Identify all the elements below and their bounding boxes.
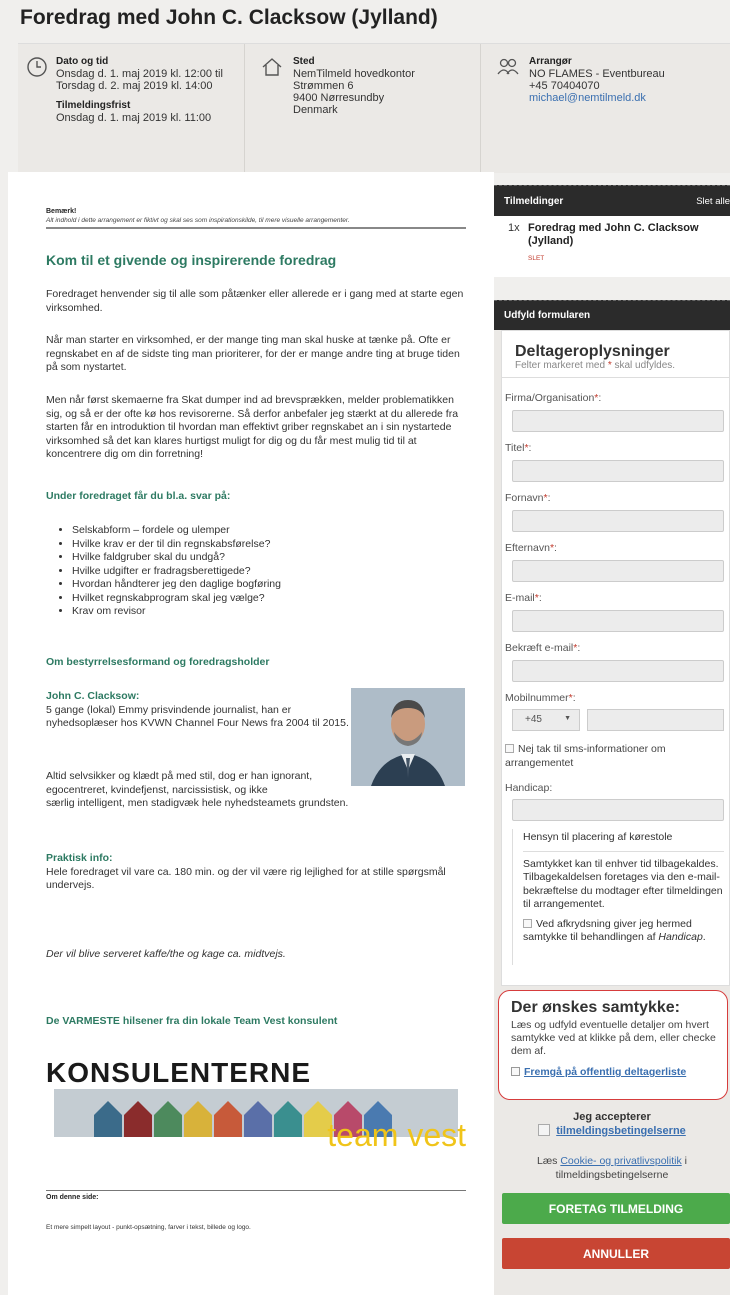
divider [46, 227, 466, 229]
list-item: • Hvilket regnskabprogram skal jeg vælge? [72, 592, 281, 606]
topics-list [72, 524, 281, 619]
lastname-input[interactable] [512, 560, 724, 582]
logo-tagline: team vest [327, 1117, 466, 1153]
registrations-panel [494, 185, 730, 277]
checkbox[interactable] [505, 744, 514, 753]
company-label: Firma/Organisation*: [505, 392, 602, 404]
policy-note: Læs Cookie- og privatlivspolitik i tilmeldingsbetingelserne [537, 1155, 687, 1181]
delete-registration-link[interactable]: SLET [528, 255, 545, 262]
handicap-input[interactable] [512, 799, 724, 821]
registration-form [494, 300, 730, 1295]
checkbox[interactable] [511, 1067, 520, 1076]
clock-icon [26, 56, 48, 78]
list-item: • Hvilke faldgruber skal du undgå? [72, 551, 281, 565]
participant-details [501, 330, 730, 986]
greeting: De VARMESTE hilsener fra din lokale Team Vest konsulent [46, 1015, 338, 1027]
organizer-column [481, 44, 730, 174]
submit-registration-button[interactable]: FORETAG TILMELDING [502, 1193, 730, 1224]
accept-label: Jeg accepterer [573, 1111, 651, 1123]
place-label: Sted [293, 56, 315, 67]
list-item: • Hvordan håndterer jeg den daglige bogføring [72, 578, 281, 592]
divider [46, 1190, 466, 1191]
clear-all-link[interactable]: Slet alle [696, 196, 730, 207]
registration-title: Foredrag med John C. Clacksow (Jylland) [528, 222, 699, 247]
mobile-label: Mobilnummer*: [505, 692, 576, 704]
place-line: Denmark [293, 104, 338, 116]
list-item: • Hvilke krav er der til din regnskabsførelse? [72, 538, 281, 552]
title-label: Titel*: [505, 442, 532, 454]
sms-optout-checkbox[interactable]: Nej tak til sms-informationer om arrangementet [505, 743, 666, 769]
practical-heading: Praktisk info: [46, 852, 113, 864]
list-item: • Selskabform – fordele og ulemper [72, 524, 281, 538]
note-text: Alt indhold i dette arrangement er fiktivt og skal ses som inspirationskilde, til mere visuelle arrangementer. [46, 217, 350, 224]
email-confirm-input[interactable] [512, 660, 724, 682]
handicap-note: Samtykket kan til enhver tid tilbagekaldes. Tilbagekaldelsen foretages via den e-mail-bekræftelse du modtager efter tilmeldingen til arrangementet. [523, 857, 723, 910]
speaker-intro [46, 690, 351, 731]
organizer-name: NO FLAMES - Eventbureau [529, 68, 665, 80]
speaker-bio: 5 gange (lokal) Emmy prisvindende journalist, han er nyhedsoplæser hos KVWN Channel Four News fra 2004 til 2015. [46, 703, 349, 729]
date-column [18, 44, 245, 174]
deadline-label: Tilmeldingsfrist [56, 100, 131, 111]
form-header: Udfyld formularen [494, 300, 730, 330]
coffee-note: Der vil blive serveret kaffe/the og kage ca. midtvejs. [46, 948, 286, 960]
place-line: 9400 Nørresundby [293, 92, 385, 104]
handicap-label: Handicap: [505, 782, 553, 794]
note-heading: Bemærk! [46, 208, 77, 215]
date-end: Torsdag d. 2. maj 2019 kl. 14:00 [56, 80, 213, 92]
consent-box [498, 990, 728, 1100]
practical-info [46, 852, 466, 893]
email-input[interactable] [512, 610, 724, 632]
list-item: • Hvilke udgifter er fradragsberettigede? [72, 565, 281, 579]
paragraph: Når man starter en virksomhed, er der mange ting man skal huske at tænke på. Ofte er regnskabet en af de sidste ting man prioriterer, for der er mange andre ting at bruge tiden på som nystartet. [46, 334, 460, 373]
registration-item [494, 216, 730, 266]
team-vest-logo [46, 1057, 466, 1167]
firstname-input[interactable] [512, 510, 724, 532]
paragraph: Men når først skemaerne fra Skat dumper ind ad brevsprækken, melder problematikken sig, og så er der ofte kø hos revisorerne. Så derfor anbefaler jeg stærkt at du allerede fra starten får en introduktion til hvordan man effektivt griber regnskabet an i sin nystartede virksomhed så det kan klares hurtigst muligt for dig og du får mest mulig tid til at koncentrere dig om din forretning! [46, 394, 459, 460]
event-info-bar [18, 43, 730, 173]
privacy-policy-link[interactable]: Cookie- og privatlivspolitik [560, 1155, 682, 1167]
terms-acceptance [494, 1110, 730, 1138]
footer-heading: Om denne side: [46, 1194, 99, 1201]
speaker-portrait [351, 688, 465, 786]
cancel-button[interactable]: ANNULLER [502, 1238, 730, 1269]
country-code-select[interactable]: +45 ▼ [512, 709, 580, 731]
terms-link[interactable]: tilmeldingsbetingelserne [556, 1125, 686, 1137]
date-info [56, 56, 223, 124]
consent-text: Læs og udfyld eventuelle detaljer om hvert samtykke ved at klikke på dem, eller checke dem af. [511, 1019, 716, 1057]
handicap-options [512, 829, 724, 965]
speaker-description-cont: særlig intelligent, men stadigvæk hele nyhedsteamets grundsten. [46, 797, 349, 809]
firstname-label: Fornavn*: [505, 492, 551, 504]
email-label: E-mail*: [505, 592, 542, 604]
organizer-label: Arrangør [529, 56, 572, 67]
practical-text: Hele foredraget vil vare ca. 180 min. og der vil være rig lejlighed for at stille spørgsmål undervejs. [46, 865, 446, 891]
chevron-down-icon: ▼ [564, 715, 571, 722]
place-line: NemTilmeld hovedkontor [293, 68, 415, 80]
speaker-section-heading: Om bestyrrelsesformand og foredragsholder [46, 656, 270, 668]
organizer-email-link[interactable]: michael@nemtilmeld.dk [529, 92, 646, 104]
email-confirm-label: Bekræft e-mail*: [505, 642, 581, 654]
title-input[interactable] [512, 460, 724, 482]
organizer-info [529, 56, 665, 104]
registrations-header [494, 185, 730, 216]
place-column [245, 44, 481, 174]
place-line: Strømmen 6 [293, 80, 354, 92]
house-icon [261, 56, 283, 78]
public-list-consent-checkbox[interactable]: Fremgå på offentlig deltagerliste [511, 1066, 727, 1078]
handicap-consent-checkbox[interactable]: Ved afkrydsning giver jeg hermed samtykke til behandlingen af Handicap. [523, 917, 706, 943]
footer-text: Et mere simpelt layout - punkt-opsætning, farver i tekst, billede og logo. [46, 1224, 251, 1231]
form-title: Deltageroplysninger [515, 343, 670, 360]
mobile-input[interactable] [587, 709, 724, 731]
deadline-value: Onsdag d. 1. maj 2019 kl. 11:00 [56, 112, 212, 124]
consent-title: Der ønskes samtykke: [511, 999, 680, 1016]
terms-checkbox[interactable] [538, 1124, 550, 1136]
date-label: Dato og tid [56, 56, 109, 67]
content-heading: Kom til et givende og inspirerende foredrag [46, 252, 337, 268]
company-input[interactable] [512, 410, 724, 432]
list-item: • Krav om revisor [72, 605, 281, 619]
people-icon [497, 56, 519, 78]
registration-qty: 1x [508, 222, 520, 234]
event-description-card [8, 172, 494, 1295]
registrations-title: Tilmeldinger [504, 196, 564, 207]
speaker-description: Altid selvsikker og klædt på med stil, dog er han ignorant, egocentreret, kvindefjenst, narcissistisk, og ikke [46, 770, 313, 796]
logo-wordmark: KONSULENTERNE [46, 1057, 312, 1088]
handicap-option[interactable]: Hensyn til placering af kørestole [523, 831, 724, 852]
divider [502, 377, 730, 378]
lastname-label: Efternavn*: [505, 542, 557, 554]
form-subtitle: Felter markeret med * skal udfyldes. [515, 360, 676, 371]
place-info [293, 56, 415, 116]
paragraph: Foredraget henvender sig til alle som påtænker eller allerede er i gang med at starte egen virksomhed. [46, 288, 464, 314]
page-title: Foredrag med John C. Clacksow (Jylland) [20, 6, 438, 29]
organizer-phone: +45 70404070 [529, 80, 600, 92]
speaker-name: John C. Clacksow: [46, 690, 140, 702]
checkbox[interactable] [523, 919, 532, 928]
list-heading: Under foredraget får du bl.a. svar på: [46, 490, 231, 502]
date-start: Onsdag d. 1. maj 2019 kl. 12:00 til [56, 68, 223, 80]
